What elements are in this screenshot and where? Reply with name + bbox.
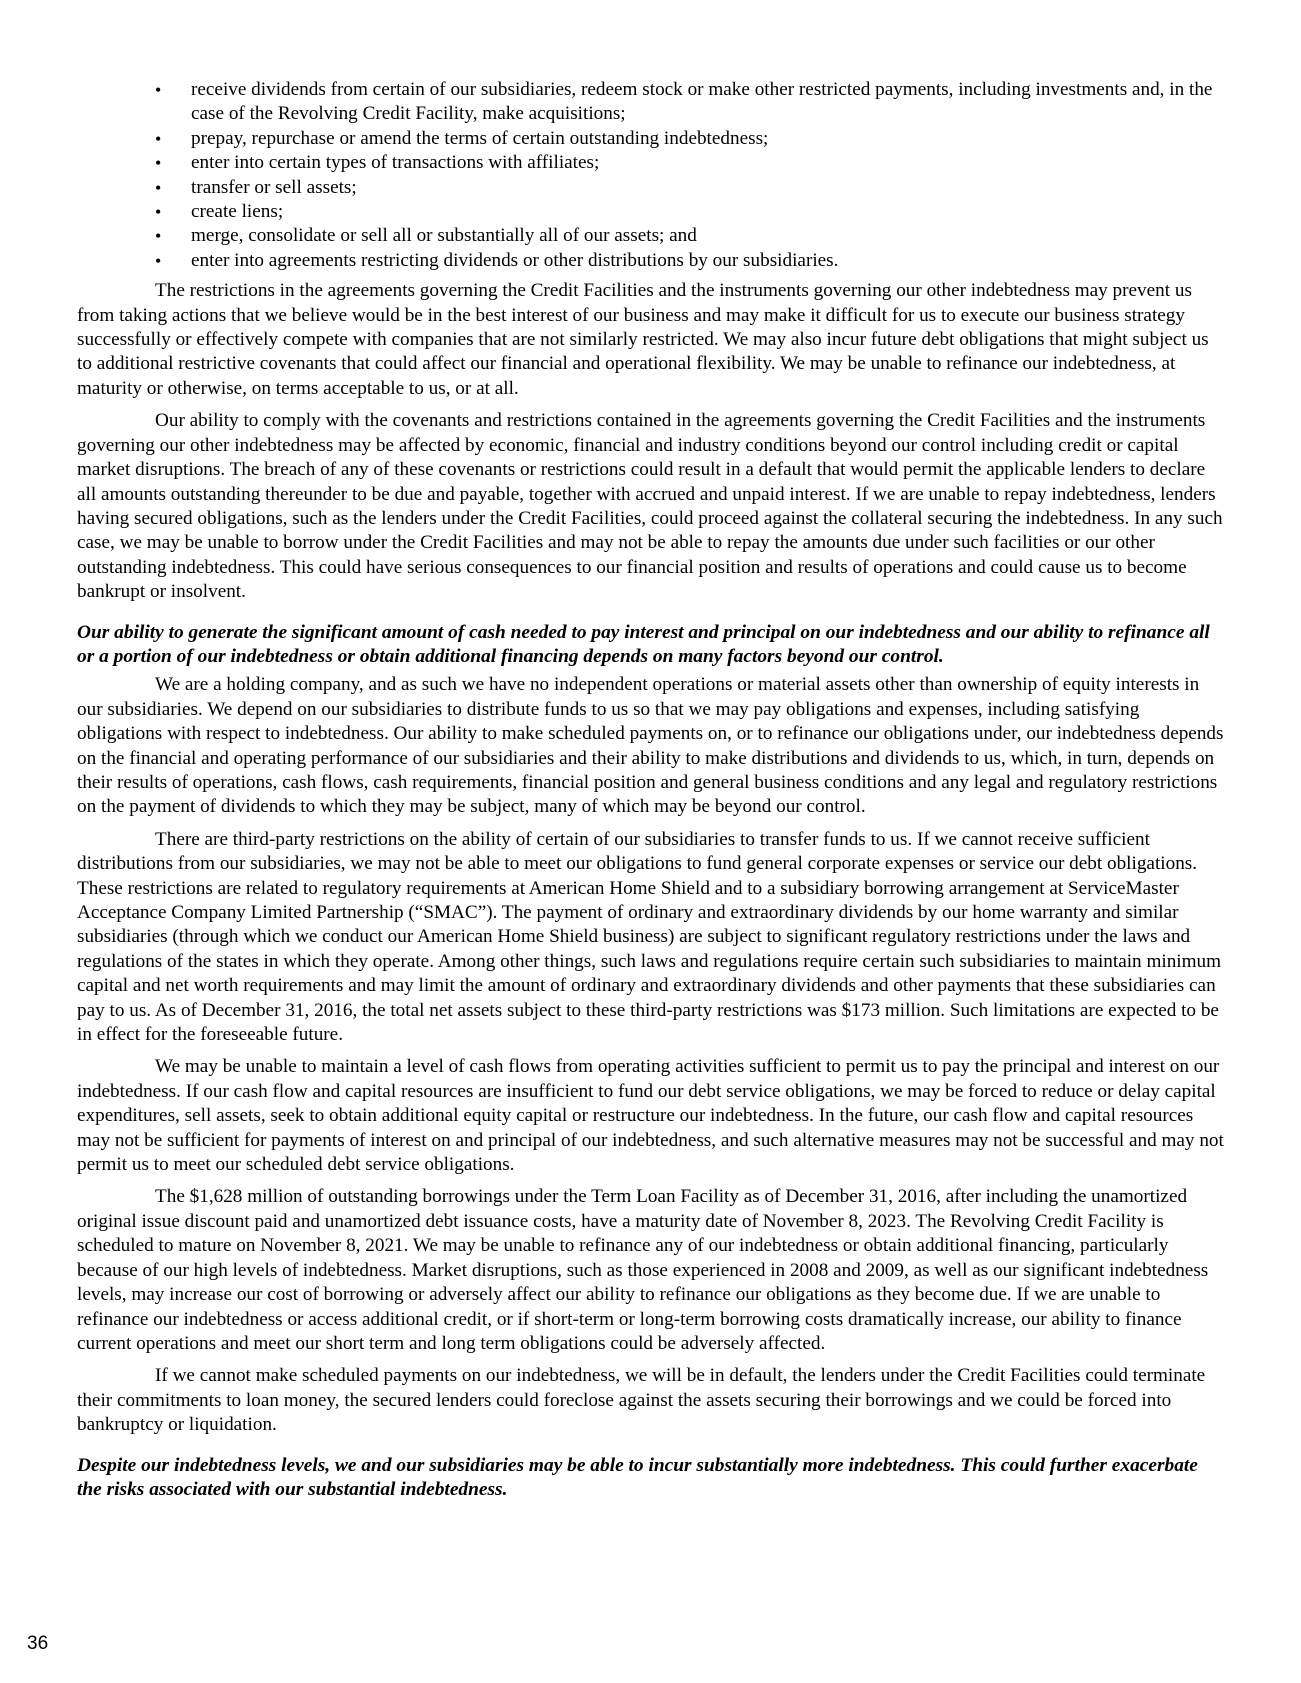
bullet-icon: •: [155, 80, 162, 100]
body-paragraph: The restrictions in the agreements governing the Credit Facilities and the instruments governing our other indebtedness may prevent us from taking actions that we believe would be in the best interest of our business and may make it difficult for us to execute our business strategy successfully or effectively compete with companies that are not similarly restricted. We may also incur future debt obligations that might subject us to additional restrictive covenants that could affect our financial and operational flexibility. We may be unable to refinance our indebtedness, at maturity or otherwise, on terms acceptable to us, or at all.: [77, 280, 1209, 399]
list-item-text: receive dividends from certain of our subsidiaries, redeem stock or make other restricted payments, including investments and, in the case of the Revolving Credit Facility, make acquisitions;: [191, 79, 1213, 125]
list-item-text: enter into certain types of transactions with affiliates;: [191, 152, 600, 174]
list-item: [77, 200, 1225, 224]
list-item-text: merge, consolidate or sell all or substantially all of our assets; and: [191, 225, 697, 247]
bullet-icon: •: [155, 226, 162, 247]
bullet-icon: •: [155, 177, 162, 198]
bullet-icon: •: [155, 153, 162, 174]
list-item: [77, 127, 1225, 151]
bullet-icon: •: [155, 202, 162, 223]
body-paragraph: There are third-party restrictions on the ability of certain of our subsidiaries to transfer funds to us. If we cannot receive sufficient distributions from our subsidiaries, we may not be able to meet our obligations to fund general corporate expenses or service our debt obligations. These restrictions are related to regulatory requirements at American Home Shield and to a subsidiary borrowing arrangement at ServiceMaster Acceptance Company Limited Partnership (“SMAC”). The payment of ordinary and extraordinary dividends by our home warranty and similar subsidiaries (through which we conduct our American Home Shield business) are subject to significant regulatory restrictions under the laws and regulations of the states in which they operate. Among other things, such laws and regulations require certain such subsidiaries to maintain minimum capital and net worth requirements and may limit the amount of ordinary and extraordinary dividends and other payments that these subsidiaries can pay to us. As of December 31, 2016, the total net assets subject to these third-party restrictions was $173 million. Such limitations are expected to be in effect for the foreseeable future.: [77, 828, 1222, 1046]
risk-factor-heading: Our ability to generate the significant amount of cash needed to pay interest and principal on our indebtedness and our ability to refinance all or a portion of our indebtedness or obtain additional financing depends on many factors beyond our control.: [77, 621, 1210, 667]
body-paragraph: We may be unable to maintain a level of cash flows from operating activities sufficient to permit us to pay the principal and interest on our indebtedness. If our cash flow and capital resources are insufficient to fund our debt service obligations, we may be forced to reduce or delay capital expenditures, sell assets, seek to obtain additional equity capital or restructure our indebtedness. In the future, our cash flow and capital resources may not be sufficient for payments of interest on and principal of our indebtedness, and such alternative measures may not be successful and may not permit us to meet our scheduled debt service obligations.: [77, 1056, 1224, 1176]
list-item: [77, 224, 1225, 248]
risk-factor-heading: Despite our indebtedness levels, we and our subsidiaries may be able to incur substantially more indebtedness. This could further exacerbate the risks associated with our substantial indebtedness.: [77, 1454, 1198, 1500]
body-paragraph: Our ability to comply with the covenants and restrictions contained in the agreements governing the Credit Facilities and the instruments governing our other indebtedness may be affected by economic, financial and industry conditions beyond our control including credit or capital market disruptions. The breach of any of these covenants or restrictions could result in a default that would permit the applicable lenders to declare all amounts outstanding thereunder to be due and payable, together with accrued and unpaid interest. If we are unable to repay indebtedness, lenders having secured obligations, such as the lenders under the Credit Facilities, could proceed against the collateral securing the indebtedness. In any such case, we may be unable to borrow under the Credit Facilities and may not be able to repay the amounts due under such facilities or our other outstanding indebtedness. This could have serious consequences to our financial position and results of operations and could cause us to become bankrupt or insolvent.: [77, 410, 1223, 603]
list-item: [77, 249, 1225, 273]
body-paragraph: If we cannot make scheduled payments on our indebtedness, we will be in default, the lenders under the Credit Facilities could terminate their commitments to loan money, the secured lenders could foreclose against the assets securing their borrowings and we could be forced into bankruptcy or liquidation.: [77, 1365, 1206, 1436]
bullet-icon: •: [155, 250, 162, 271]
list-item: [77, 176, 1225, 200]
body-paragraph: The $1,628 million of outstanding borrowings under the Term Loan Facility as of December 31, 2016, after including the unamortized original issue discount paid and unamortized debt issuance costs, have a maturity date of November 8, 2023. The Revolving Credit Facility is scheduled to mature on November 8, 2021. We may be unable to refinance any of our indebtedness or obtain additional financing, particularly because of our high levels of indebtedness. Market disruptions, such as those experienced in 2008 and 2009, as well as our significant indebtedness levels, may increase our cost of borrowing or adversely affect our ability to refinance our obligations as they become due. If we are unable to refinance our indebtedness or access additional credit, or if short-term or long-term borrowing costs dramatically increase, our ability to finance current operations and meet our short term and long term obligations could be adversely affected.: [77, 1186, 1209, 1354]
list-item-text: enter into agreements restricting dividends or other distributions by our subsidiaries.: [191, 249, 839, 271]
list-item: [77, 151, 1225, 175]
page-content: [77, 78, 1225, 1506]
list-item-text: prepay, repurchase or amend the terms of certain outstanding indebtedness;: [191, 127, 769, 149]
list-item-text: transfer or sell assets;: [191, 176, 357, 198]
bullet-icon: •: [155, 128, 162, 149]
list-item-text: create liens;: [191, 201, 284, 223]
restriction-bullet-list: [77, 78, 1225, 273]
body-paragraph: We are a holding company, and as such we have no independent operations or material assets other than ownership of equity interests in our subsidiaries. We depend on our subsidiaries to distribute funds to us so that we may pay obligations and expenses, including satisfying obligations with respect to indebtedness. Our ability to make scheduled payments on, or to refinance our obligations under, our indebtedness depends on the financial and operating performance of our subsidiaries and their ability to make distributions and dividends to us, which, in turn, depends on their results of operations, cash flows, cash requirements, financial position and general business conditions and any legal and regulatory restrictions on the payment of dividends to which they may be subject, many of which may be beyond our control.: [77, 674, 1224, 818]
list-item: [77, 78, 1225, 127]
page-number: 36: [27, 1633, 49, 1654]
